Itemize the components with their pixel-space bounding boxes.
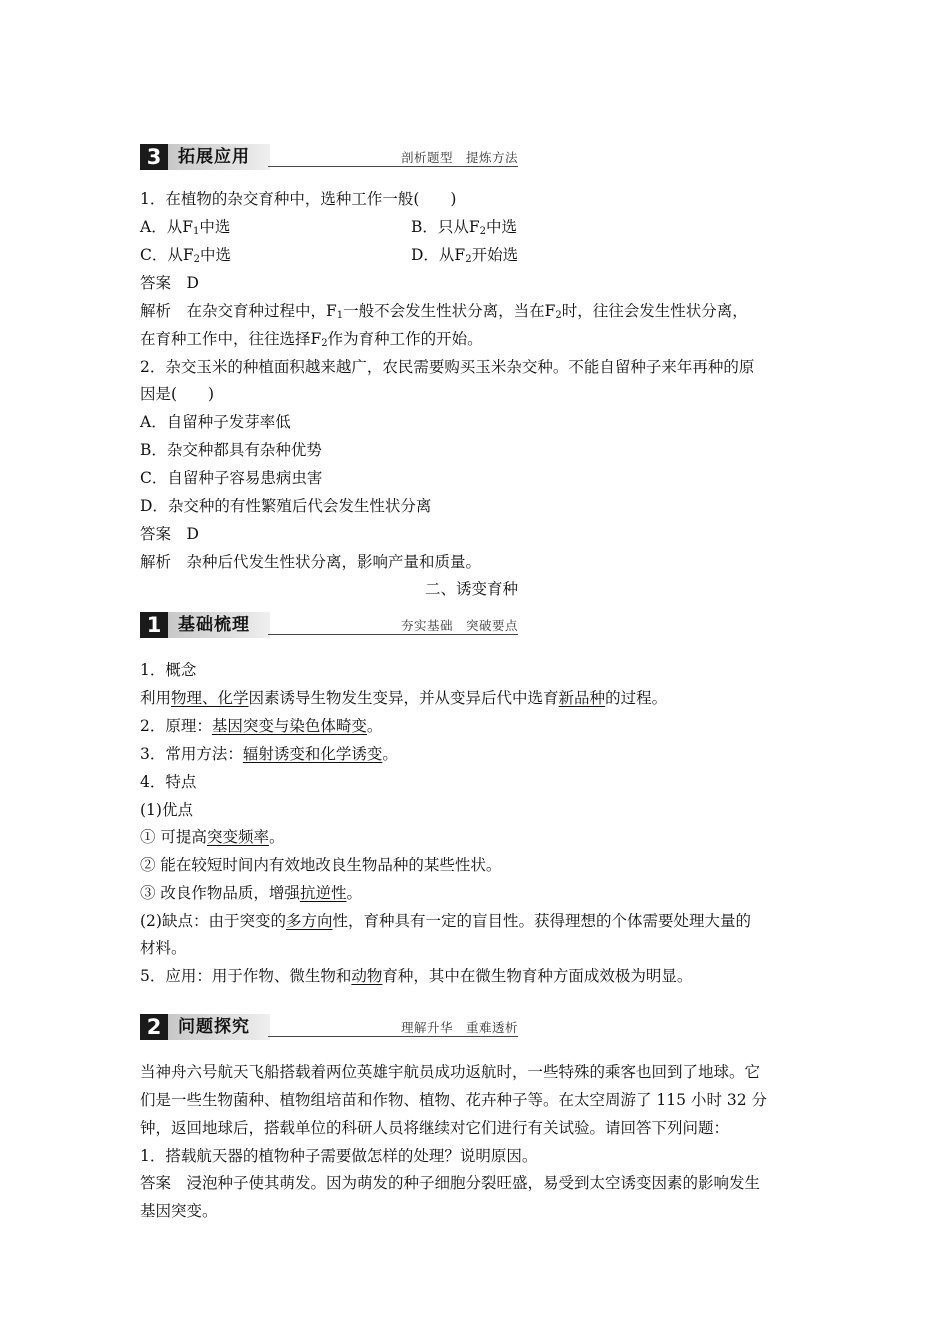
section-subtitle: 剖析题型 提炼方法 bbox=[400, 150, 518, 165]
section-header-explore bbox=[140, 1014, 518, 1040]
q1-option-b: B．只从$F_2$中选 bbox=[411, 218, 518, 237]
basics-application: 5．应用：用于作物、微生物和动物育种，其中在微生物育种方面成效极为明显。 bbox=[140, 967, 693, 985]
header-rule bbox=[268, 634, 518, 635]
basics-principle: 2．原理：基因突变与染色体畸变。 bbox=[140, 717, 383, 735]
section-number: 2 bbox=[140, 1014, 168, 1040]
explore-answer-line2: 基因突变。 bbox=[140, 1202, 218, 1220]
explore-question-1: 1．搭载航天器的植物种子需要做怎样的处理？说明原因。 bbox=[140, 1147, 538, 1165]
basics-methods: 3．常用方法：辐射诱变和化学诱变。 bbox=[140, 745, 398, 763]
section-subtitle: 理解升华 重难透析 bbox=[400, 1020, 518, 1035]
header-rule bbox=[268, 166, 518, 167]
q1-option-d: D．从$F_2$开始选 bbox=[411, 246, 519, 265]
section-title: 问题探究 bbox=[178, 1017, 250, 1037]
q2-explanation: 解析 杂种后代发生性状分离，影响产量和质量。 bbox=[140, 553, 482, 571]
heading-mutation-breeding: 二、诱变育种 bbox=[425, 580, 519, 598]
q2-stem-line1: 2．杂交玉米的种植面积越来越广，农民需要购买玉米杂交种。不能自留种子来年再种的原 bbox=[140, 358, 755, 376]
q2-option-a: A．自留种子发芽率低 bbox=[140, 413, 291, 431]
basics-advantage-2: ② 能在较短时间内有效地改良生物品种的某些性状。 bbox=[140, 856, 502, 874]
section-number: 1 bbox=[140, 612, 168, 638]
q1-option-a: A．从$F_1$中选 bbox=[140, 218, 231, 237]
basics-advantage-3: ③ 改良作物品质，增强抗逆性。 bbox=[140, 884, 362, 902]
explore-answer-line1: 答案 浸泡种子使其萌发。因为萌发的种子细胞分裂旺盛，易受到太空诱变因素的影响发生 bbox=[140, 1174, 761, 1192]
section-subtitle: 夯实基础 突破要点 bbox=[400, 618, 518, 633]
section-header-basics bbox=[140, 612, 518, 638]
section-number: 3 bbox=[140, 144, 168, 170]
q1-answer: 答案 D bbox=[140, 274, 199, 292]
q2-option-c: C．自留种子容易患病虫害 bbox=[140, 469, 323, 487]
section-title: 基础梳理 bbox=[178, 615, 250, 635]
q1-option-c: C．从$F_2$中选 bbox=[140, 246, 232, 265]
basics-advantages-heading: (1)优点 bbox=[140, 801, 193, 819]
basics-disadvantage-line2: 材料。 bbox=[140, 939, 187, 957]
q1-explanation-line1: 解析 在杂交育种过程中，$F_1$一般不会发生性状分离，当在$F_2$时，往往会发生性状分离， bbox=[140, 302, 748, 321]
q2-option-d: D．杂交种的有性繁殖后代会发生性状分离 bbox=[140, 497, 432, 515]
basics-concept-heading: 1．概念 bbox=[140, 661, 197, 679]
header-rule bbox=[268, 1036, 518, 1037]
explore-paragraph-line2: 们是一些生物菌种、植物组培苗和作物、植物、花卉种子等。在太空周游了 115 小时 32 分 bbox=[140, 1091, 768, 1109]
basics-concept-text: 利用物理、化学因素诱导生物发生变异，并从变异后代中选育新品种的过程。 bbox=[140, 689, 668, 707]
section-header-extend bbox=[140, 144, 518, 170]
explore-paragraph-line1: 当神舟六号航天飞船搭载着两位英雄宇航员成功返航时，一些特殊的乘客也回到了地球。它 bbox=[140, 1063, 761, 1081]
q1-stem: 1．在植物的杂交育种中，选种工作一般( ) bbox=[140, 190, 457, 208]
basics-features-heading: 4．特点 bbox=[140, 773, 197, 791]
basics-advantage-1: ① 可提高突变频率。 bbox=[140, 828, 285, 846]
q2-option-b: B．杂交种都具有杂种优势 bbox=[140, 441, 322, 459]
q1-explanation-line2: 在育种工作中，往往选择$F_2$作为育种工作的开始。 bbox=[140, 330, 483, 349]
q2-answer: 答案 D bbox=[140, 525, 199, 543]
explore-paragraph-line3: 钟，返回地球后，搭载单位的科研人员将继续对它们进行有关试验。请回答下列问题： bbox=[140, 1119, 730, 1137]
basics-disadvantage-line1: (2)缺点：由于突变的多方向性，育种具有一定的盲目性。获得理想的个体需要处理大量的 bbox=[140, 912, 751, 930]
section-title: 拓展应用 bbox=[178, 147, 250, 167]
q2-stem-line2: 因是( ) bbox=[140, 385, 215, 403]
